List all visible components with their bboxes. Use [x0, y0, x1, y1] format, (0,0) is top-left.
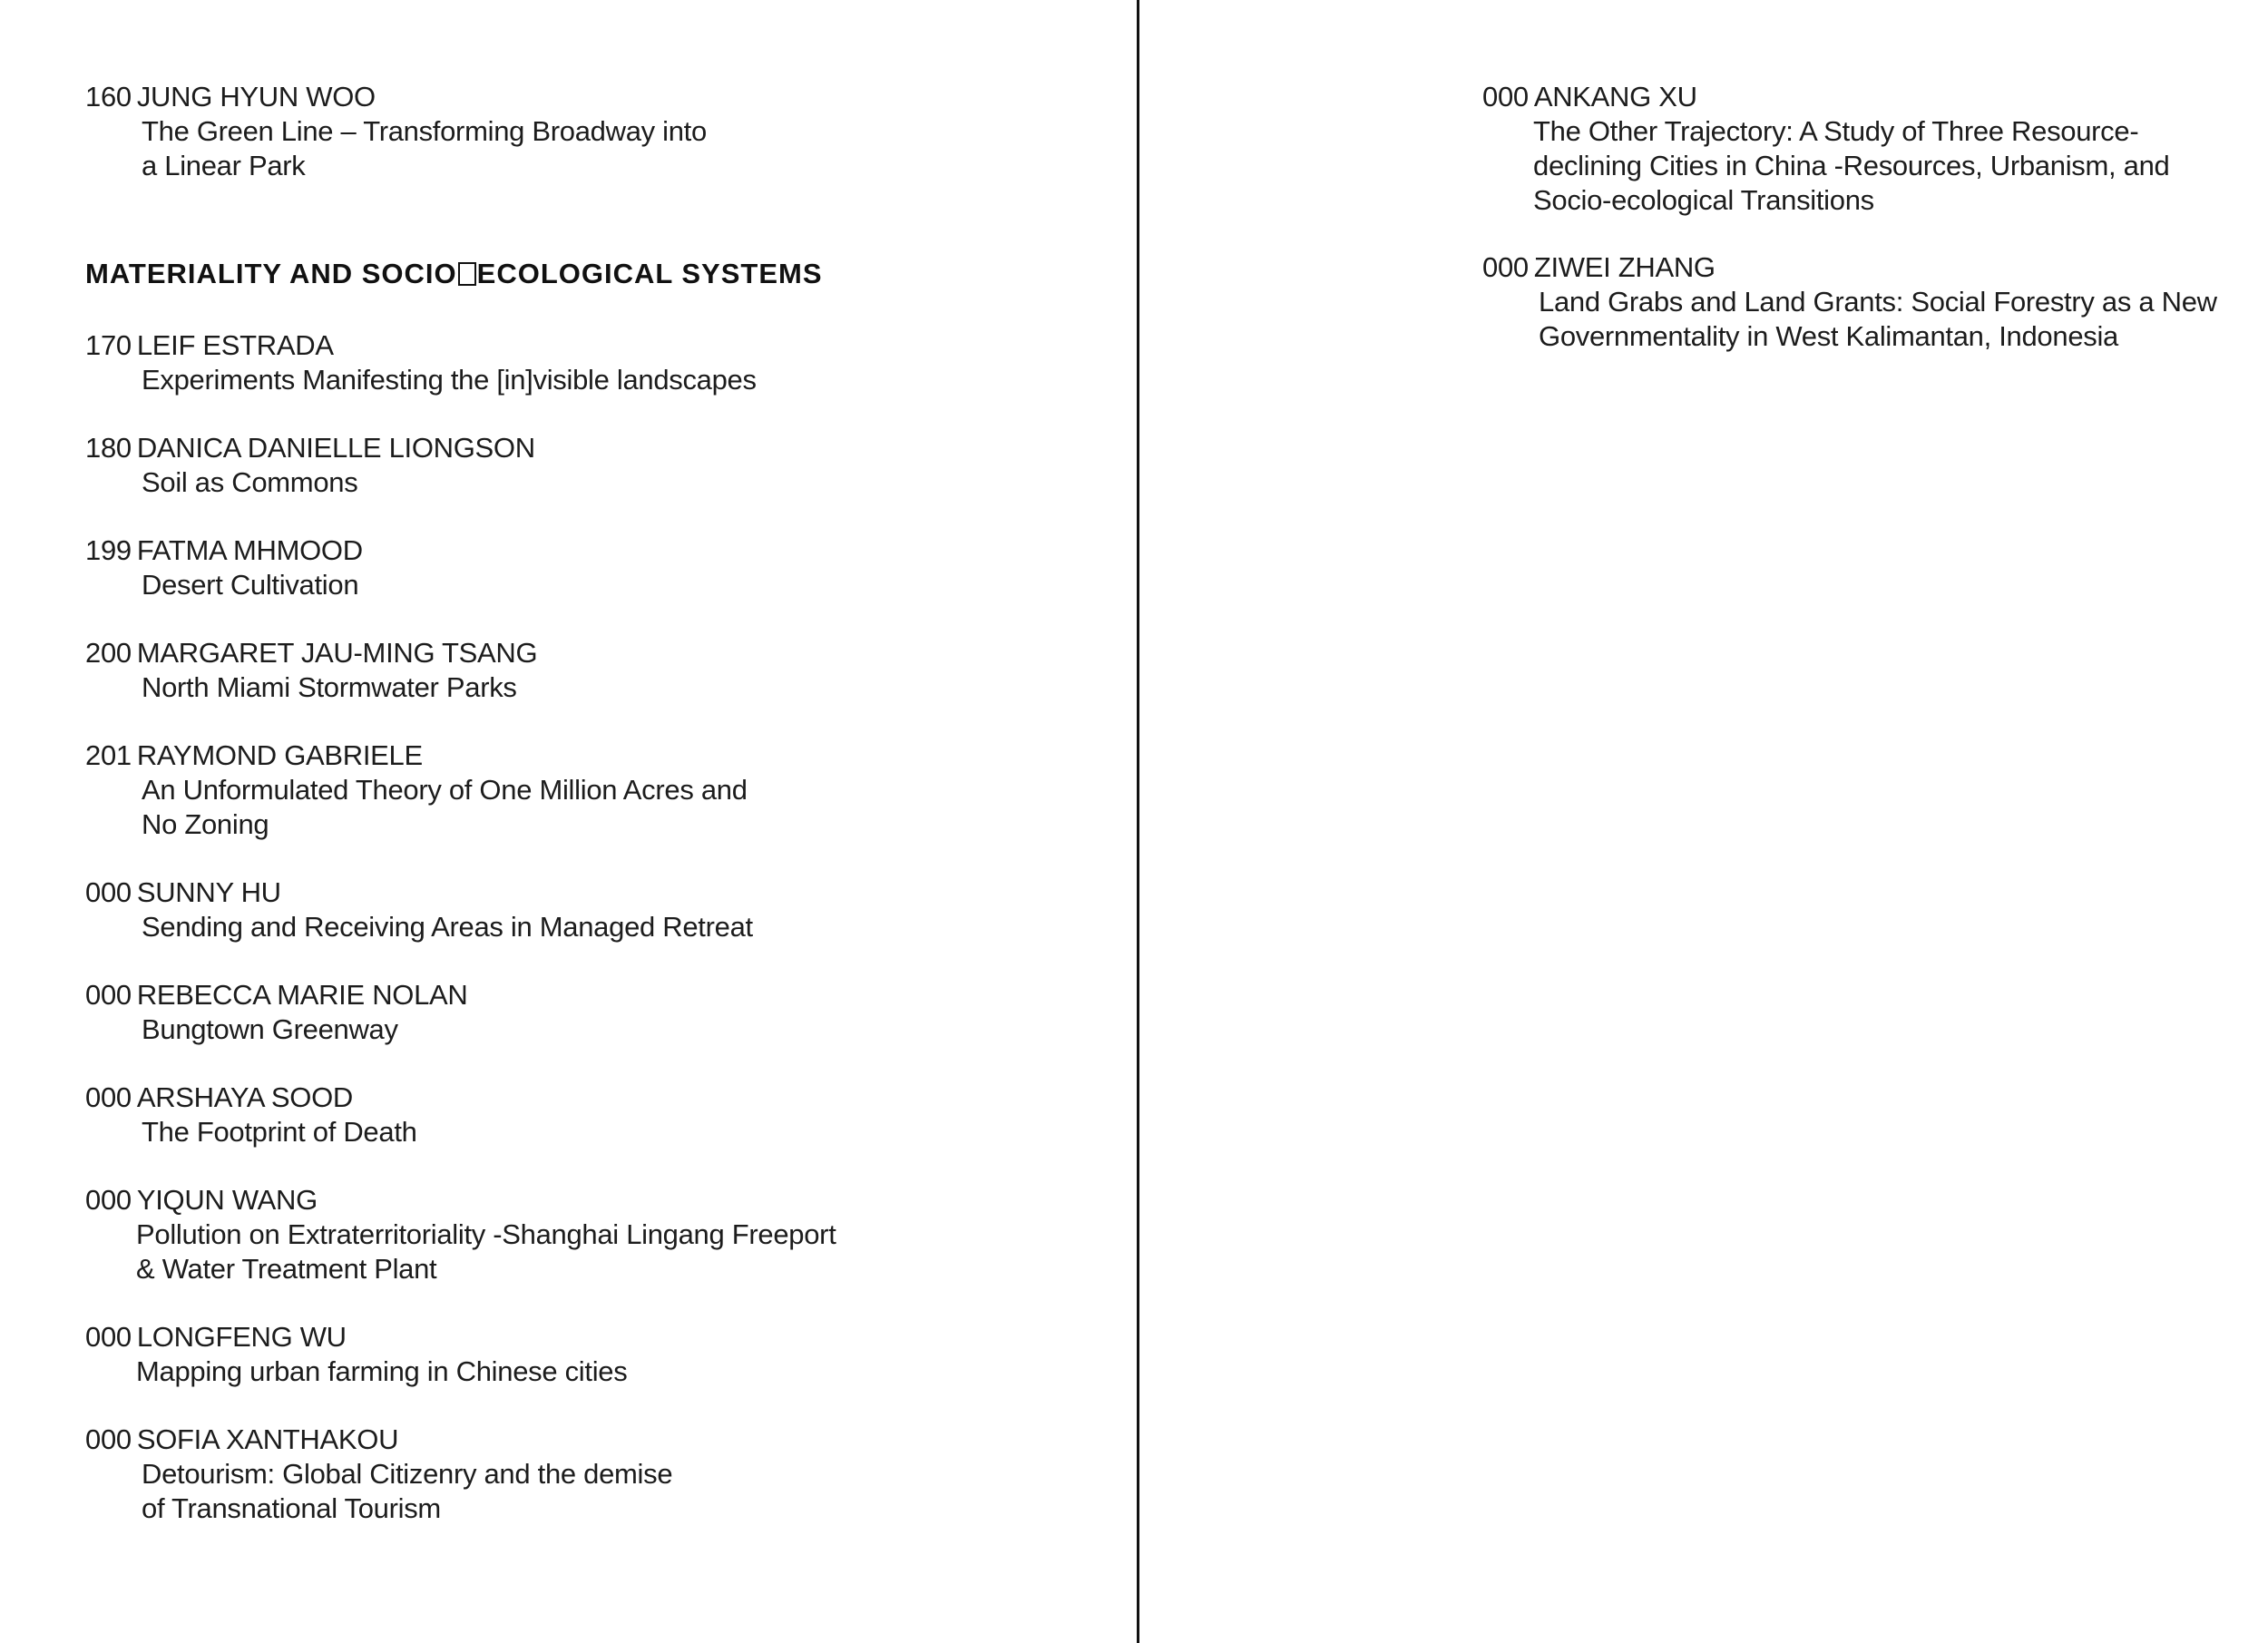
entry-author: JUNG HYUN WOO [136, 81, 376, 112]
entry-title-line: Socio-ecological Transitions [1533, 184, 1874, 216]
entry-head [85, 1081, 417, 1115]
entry-title-line: The Footprint of Death [142, 1116, 417, 1148]
entry-page-number: 180 [85, 432, 132, 464]
entry-title [85, 363, 757, 397]
entry-title-line: a Linear Park [142, 150, 306, 181]
entry-author: RAYMOND GABRIELE [136, 739, 423, 771]
toc-entry [85, 636, 537, 705]
entry-page-number: 200 [85, 637, 132, 669]
entry-title [85, 1012, 468, 1047]
entry-title [85, 773, 748, 842]
missing-glyph [458, 262, 476, 286]
entry-title [85, 670, 537, 705]
entry-author: MARGARET JAU-MING TSANG [136, 637, 538, 669]
entry-head [85, 978, 468, 1012]
toc-entry [1482, 250, 2217, 354]
entry-title [85, 1354, 627, 1389]
entry-page-number: 000 [85, 1321, 132, 1353]
entry-title-line: The Green Line – Transforming Broadway into [142, 115, 707, 147]
entry-title-line: An Unformulated Theory of One Million Acres and [142, 774, 748, 806]
section-heading: MATERIALITY AND SOCIO ECOLOGICAL SYSTEMS [85, 258, 823, 289]
toc-entry [85, 1081, 417, 1149]
entry-title-line: of Transnational Tourism [142, 1492, 441, 1524]
toc-entry [85, 1183, 836, 1286]
entry-title [85, 1218, 836, 1286]
entry-title [85, 910, 753, 944]
entry-head [85, 80, 707, 114]
entry-head [85, 1183, 836, 1218]
toc-entry [85, 875, 753, 944]
entry-title-line: declining Cities in China -Resources, Urbanism, and [1533, 150, 2170, 181]
toc-entry [85, 328, 757, 397]
entry-author: REBECCA MARIE NOLAN [136, 979, 468, 1011]
entry-page-number: 000 [1482, 81, 1529, 112]
entry-title-line: Bungtown Greenway [142, 1013, 398, 1045]
entry-head [85, 875, 753, 910]
entry-title-line: The Other Trajectory: A Study of Three Resource- [1533, 115, 2139, 147]
entry-page-number: 000 [85, 979, 132, 1011]
toc-entry [85, 738, 748, 842]
entry-title [1482, 285, 2217, 354]
entry-author: ARSHAYA SOOD [136, 1081, 353, 1113]
entry-title-line: Land Grabs and Land Grants: Social Forestry as a New [1539, 286, 2217, 318]
entry-title [85, 114, 707, 183]
entry-page-number: 000 [1482, 251, 1529, 283]
entry-page-number: 000 [85, 1184, 132, 1216]
entry-page-number: 160 [85, 81, 132, 112]
entry-title [85, 568, 363, 602]
entry-author: DANICA DANIELLE LIONGSON [136, 432, 535, 464]
toc-entry [85, 978, 468, 1047]
entry-head [1482, 250, 2217, 285]
entry-title-line: Detourism: Global Citizenry and the demise [142, 1458, 673, 1490]
entry-head [1482, 80, 2169, 114]
toc-entry [85, 1423, 672, 1526]
entry-author: SOFIA XANTHAKOU [136, 1423, 399, 1455]
entry-author: ANKANG XU [1533, 81, 1697, 112]
entry-head [85, 1423, 672, 1457]
entry-page-number: 000 [85, 1423, 132, 1455]
entry-author: FATMA MHMOOD [136, 534, 363, 566]
entry-head [85, 328, 757, 363]
entry-head [85, 533, 363, 568]
toc-entry [85, 533, 363, 602]
entry-head [85, 738, 748, 773]
entry-head [85, 431, 535, 465]
entry-head [85, 1320, 627, 1354]
entry-author: YIQUN WANG [136, 1184, 318, 1216]
entry-title-line: Sending and Receiving Areas in Managed Retreat [142, 911, 753, 943]
entry-title-line: Governmentality in West Kalimantan, Indonesia [1539, 320, 2118, 352]
entry-title-line: Pollution on Extraterritoriality -Shanghai Lingang Freeport [136, 1218, 836, 1250]
entry-title-line: Mapping urban farming in Chinese cities [136, 1355, 628, 1387]
toc-entry [85, 1320, 627, 1389]
entry-author: ZIWEI ZHANG [1533, 251, 1716, 283]
entry-head [85, 636, 537, 670]
right-page [1141, 0, 2268, 1643]
entry-title-line: No Zoning [142, 808, 269, 840]
entry-title [85, 1115, 417, 1149]
entry-title [85, 465, 535, 500]
entry-page-number: 199 [85, 534, 132, 566]
page-divider [1137, 0, 1139, 1643]
entry-page-number: 201 [85, 739, 132, 771]
entry-title [1482, 114, 2169, 218]
entry-author: LONGFENG WU [136, 1321, 347, 1353]
entry-title [85, 1457, 672, 1526]
entry-author: SUNNY HU [136, 876, 281, 908]
entry-page-number: 170 [85, 329, 132, 361]
entry-author: LEIF ESTRADA [136, 329, 334, 361]
entry-title-line: & Water Treatment Plant [136, 1253, 437, 1285]
entry-title-line: North Miami Stormwater Parks [142, 671, 517, 703]
entry-title-line: Soil as Commons [142, 466, 358, 498]
entry-title-line: Experiments Manifesting the [in]visible landscapes [142, 364, 757, 396]
entry-page-number: 000 [85, 1081, 132, 1113]
entry-title-line: Desert Cultivation [142, 569, 359, 601]
toc-entry [85, 80, 707, 183]
toc-entry [85, 431, 535, 500]
toc-entry [1482, 80, 2169, 218]
entry-page-number: 000 [85, 876, 132, 908]
